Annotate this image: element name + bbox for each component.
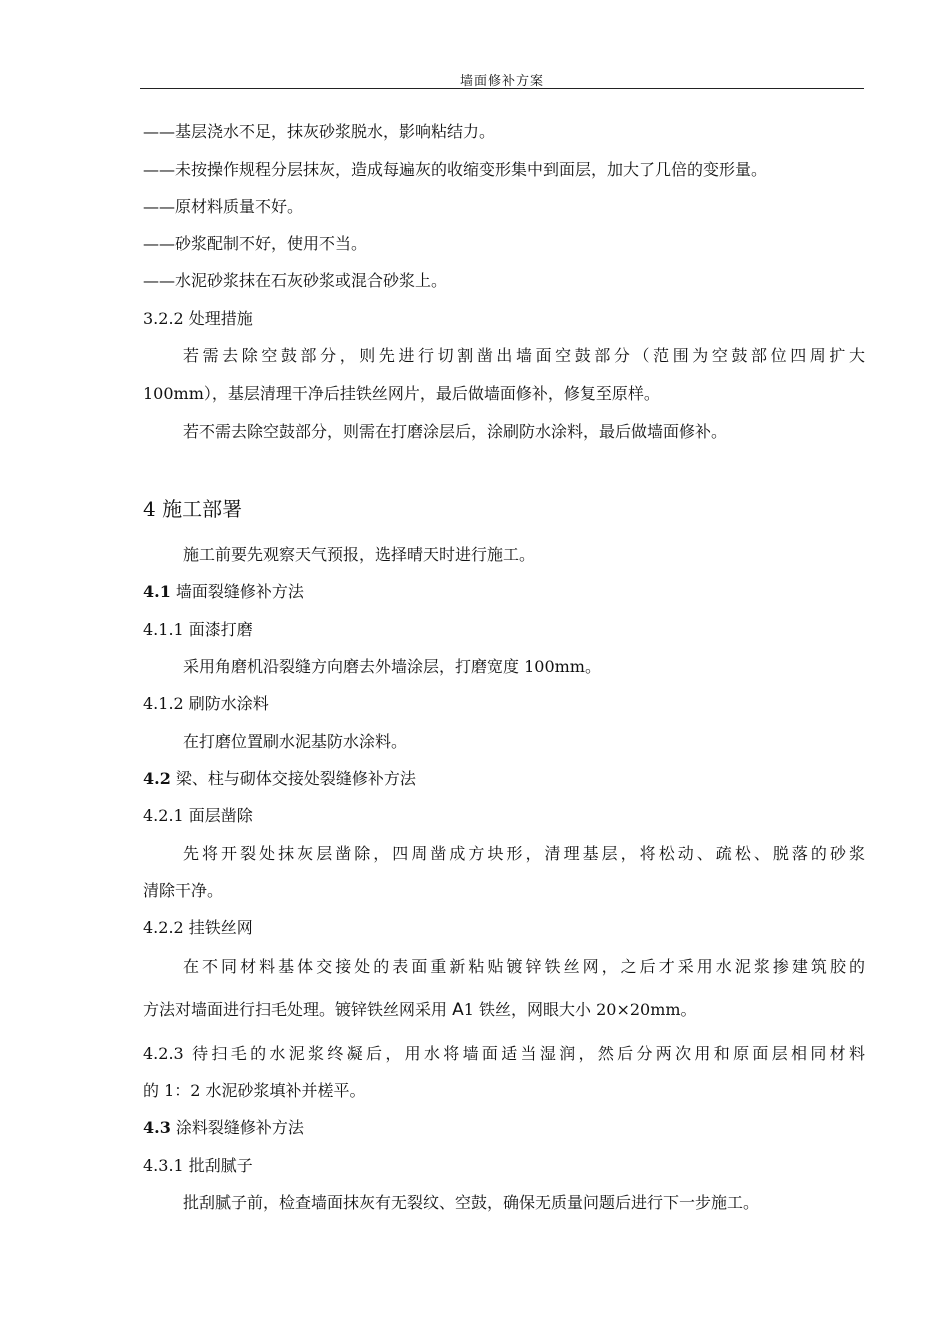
section-4-2-2-line2 <box>143 1000 865 1020</box>
cause-item-3: ——原材料质量不好。 <box>143 197 304 216</box>
cause-item-1: ——基层浇水不足，抹灰砂浆脱水，影响粘结力。 <box>143 122 496 141</box>
cause-item-4: ——砂浆配制不好，使用不当。 <box>143 234 368 253</box>
section-4-heading: 4 施工部署 <box>143 497 243 521</box>
section-4-2-3-line2: 的 1：2 水泥砂浆填补并槎平。 <box>143 1081 366 1100</box>
section-4-1-1-title: 4.1.1 面漆打磨 <box>143 620 253 639</box>
section-4-2-3-line1: 4.2.3 待扫毛的水泥浆终凝后，用水将墙面适当湿润，然后分两次用和原面层相同材料 <box>143 1044 865 1063</box>
page-header-title: 墙面修补方案 <box>459 74 544 89</box>
section-4-2-title: 梁、柱与砌体交接处裂缝修补方法 <box>170 769 416 788</box>
section-4-2-2-line2-start: 方法对墙面进行扫毛处理。镀锌铁丝网采用 <box>143 1000 453 1019</box>
header-rule <box>140 88 864 89</box>
section-4-2-number: 4.2 <box>143 769 171 788</box>
section-4-1-number: 4.1 <box>143 582 171 601</box>
section-4-1-title: 墙面裂缝修补方法 <box>170 582 304 601</box>
section-4-2-1-line1: 先将开裂处抹灰层凿除，四周凿成方块形，清理基层，将松动、疏松、脱落的砂浆 <box>183 844 865 863</box>
section-4-2-1-line2: 清除干净。 <box>143 881 224 900</box>
section-3-2-2-para1-line2: 100mm），基层清理干净后挂铁丝网片，最后做墙面修补，修复至原样。 <box>143 384 660 403</box>
cause-item-5: ——水泥砂浆抹在石灰砂浆或混合砂浆上。 <box>143 271 448 290</box>
section-3-2-2-title: 3.2.2 处理措施 <box>143 309 253 328</box>
section-4-2-2-line2-end: 1 铁丝，网眼大小 20×20mm。 <box>463 1000 697 1019</box>
section-4-2-2-line1: 在不同材料基体交接处的表面重新粘贴镀锌铁丝网，之后才采用水泥浆掺建筑胶的 <box>183 957 865 976</box>
section-4-1-heading <box>143 582 865 602</box>
steel-grade-symbol: A <box>452 1000 464 1020</box>
section-4-intro: 施工前要先观察天气预报，选择晴天时进行施工。 <box>183 545 536 564</box>
section-3-2-2-para2: 若不需去除空鼓部分，则需在打磨涂层后，涂刷防水涂料，最后做墙面修补。 <box>183 422 728 441</box>
section-4-2-1-title: 4.2.1 面层凿除 <box>143 806 253 825</box>
section-4-2-2-title: 4.2.2 挂铁丝网 <box>143 918 253 937</box>
section-4-3-number: 4.3 <box>143 1118 171 1137</box>
cause-item-2: ——未按操作规程分层抹灰，造成每遍灰的收缩变形集中到面层，加大了几倍的变形量。 <box>143 160 768 179</box>
section-4-3-1-title: 4.3.1 批刮腻子 <box>143 1156 253 1175</box>
section-4-1-2-text: 在打磨位置刷水泥基防水涂料。 <box>183 732 408 751</box>
section-4-2-heading <box>143 769 865 789</box>
section-4-1-1-text: 采用角磨机沿裂缝方向磨去外墙涂层，打磨宽度 100mm。 <box>183 657 601 676</box>
section-4-1-2-title: 4.1.2 刷防水涂料 <box>143 694 269 713</box>
section-4-3-heading <box>143 1118 865 1138</box>
section-4-3-title: 涂料裂缝修补方法 <box>170 1118 304 1137</box>
section-4-3-1-text: 批刮腻子前，检查墙面抹灰有无裂纹、空鼓，确保无质量问题后进行下一步施工。 <box>183 1193 760 1212</box>
section-3-2-2-para1-line1: 若需去除空鼓部分，则先进行切割凿出墙面空鼓部分（范围为空鼓部位四周扩大 <box>183 346 865 365</box>
